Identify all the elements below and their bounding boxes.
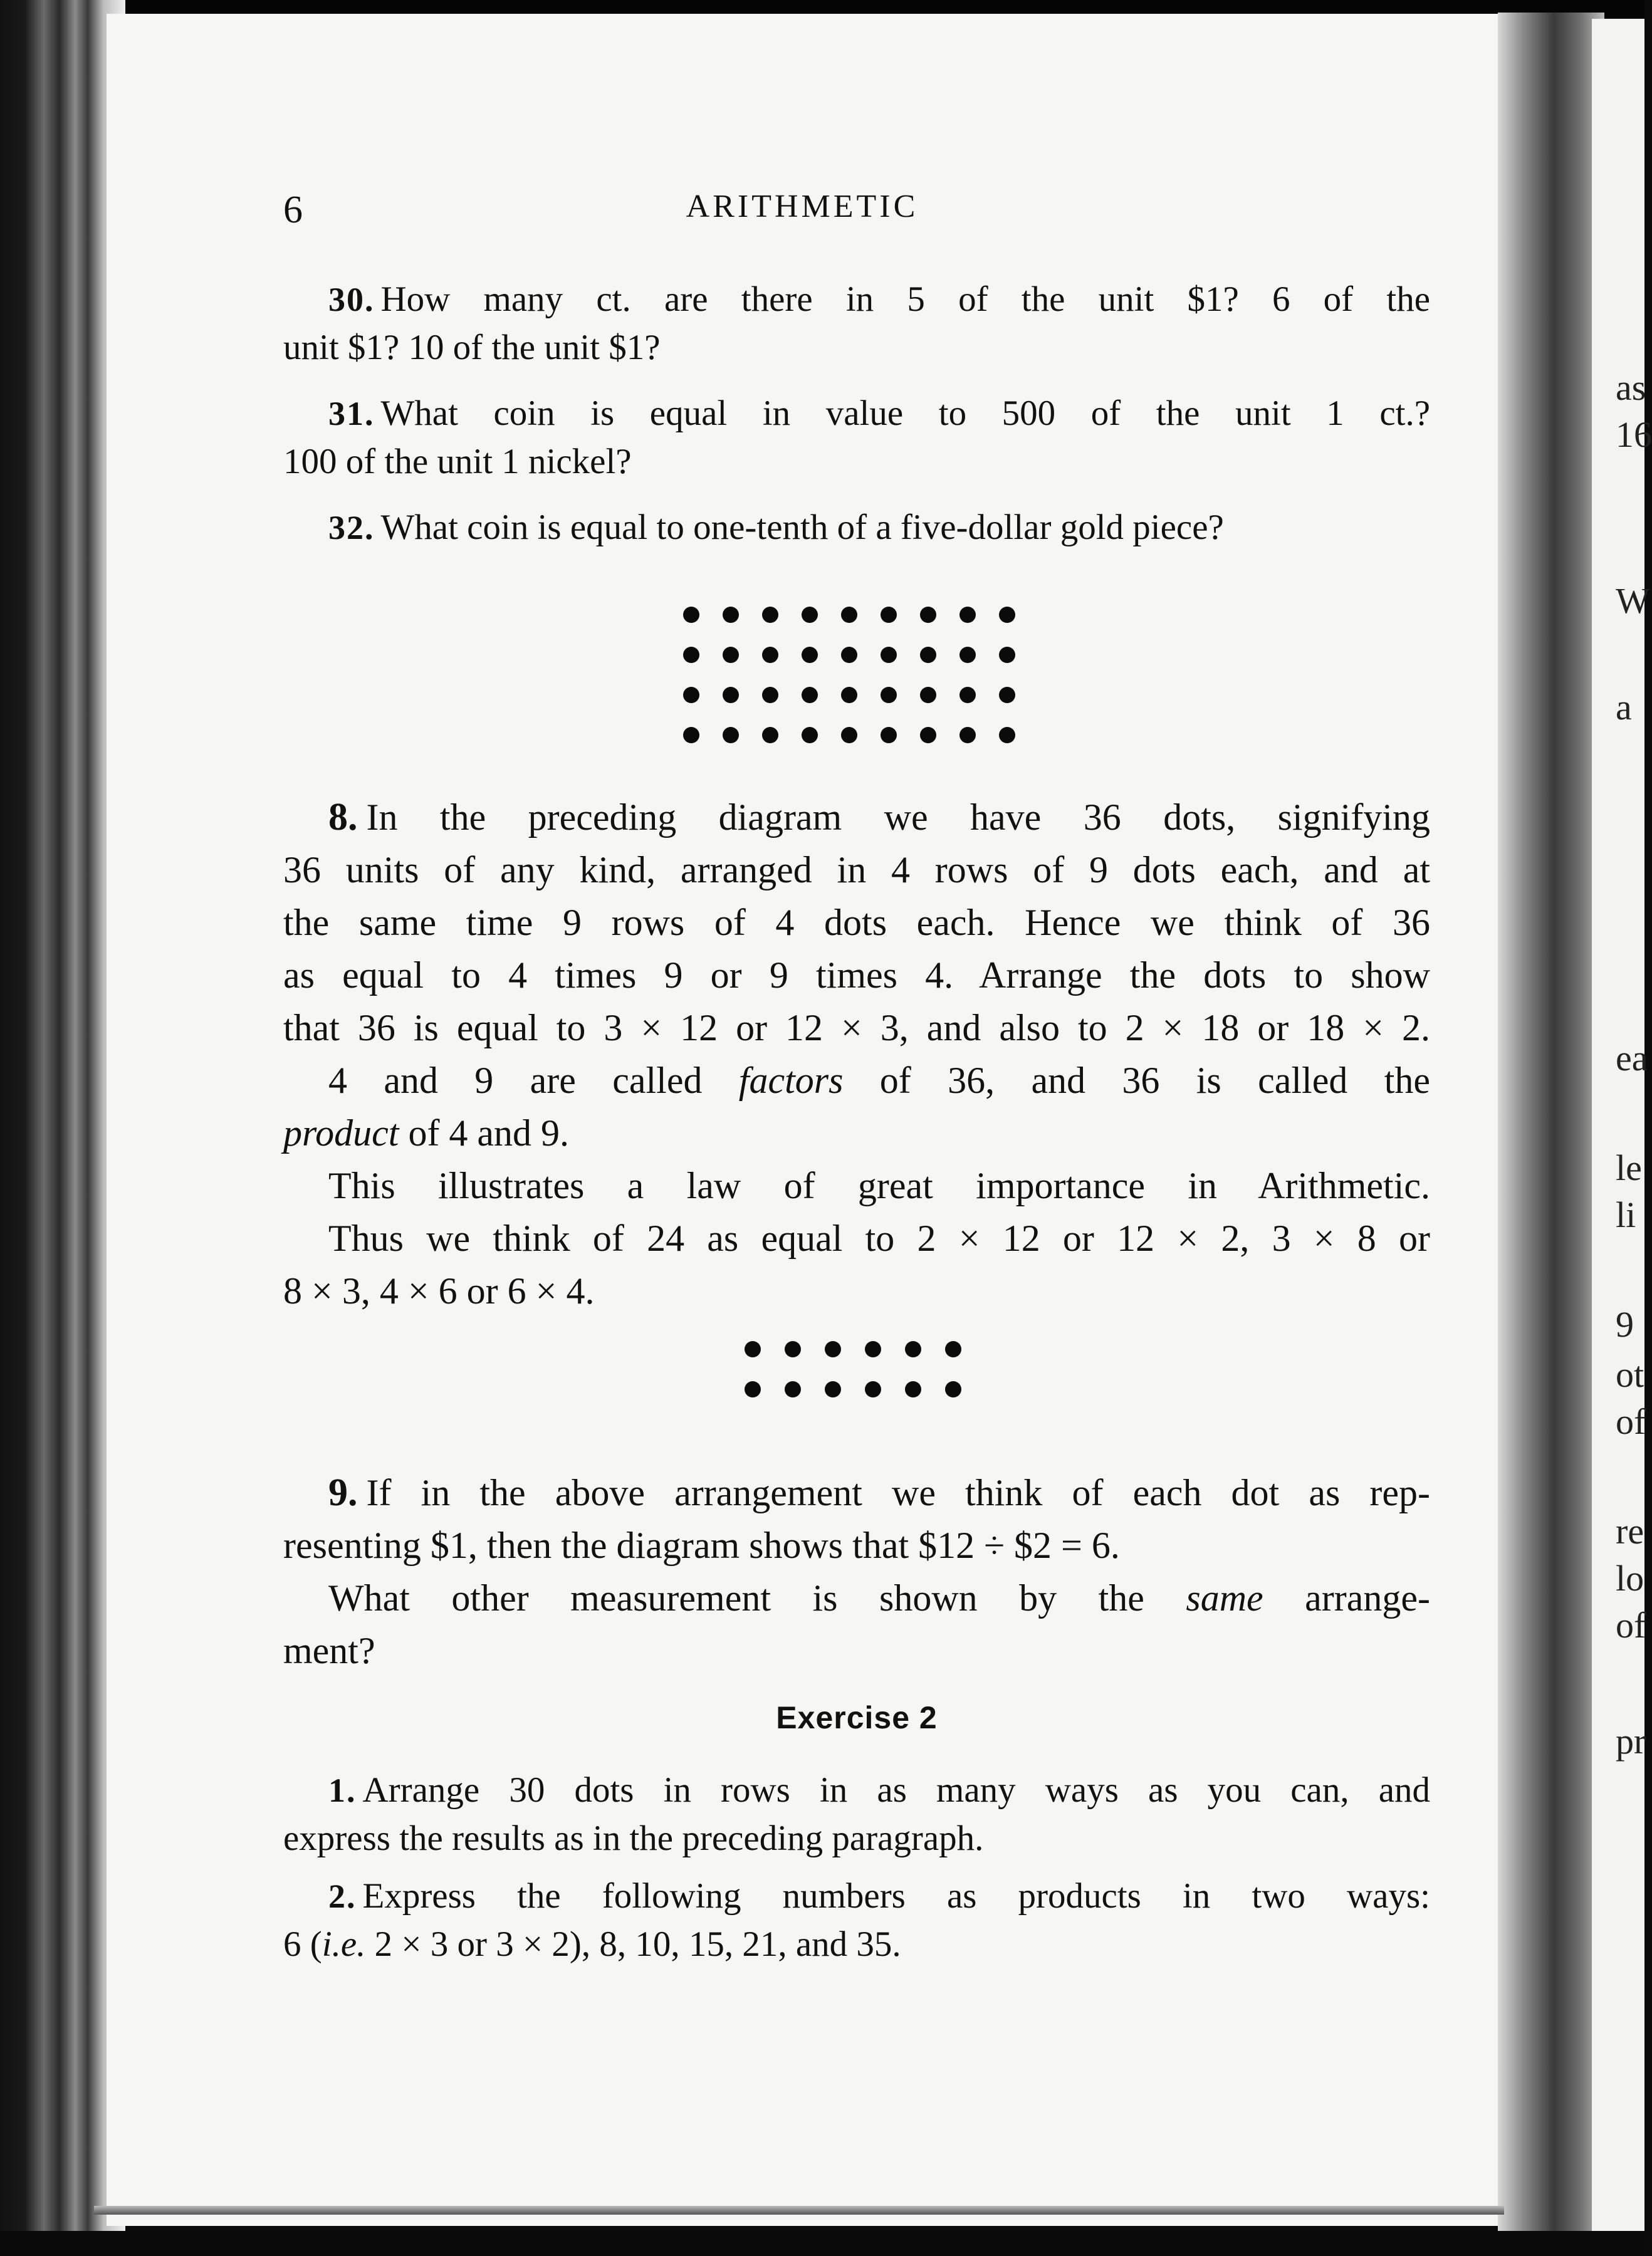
question-30-line-2: unit $1? 10 of the unit $1? [283, 328, 661, 367]
dot [881, 687, 897, 703]
exercise-item-1-line-2: express the results as in the preceding paragraph. [283, 1819, 984, 1858]
running-title: ARITHMETIC [686, 189, 919, 224]
section-9-question-line-1: What other measurement is shown by the same arrange- [328, 1577, 1430, 1619]
dot [999, 607, 1015, 623]
section-8-line-4: as equal to 4 times 9 or 9 times 4. Arrange the dots to show [283, 954, 1430, 996]
section-9-line-1: 9. If in the above arrangement we think of each dot as rep- [328, 1471, 1430, 1514]
book-gutter [1498, 13, 1604, 2243]
dot [723, 647, 739, 663]
product-term: product [283, 1112, 399, 1154]
dot [762, 607, 778, 623]
next-page-fragment: pr [1616, 1721, 1646, 1762]
exercise-item-2-line-1: 2. Express the following numbers as products in two ways: [328, 1876, 1430, 1916]
dot [841, 687, 857, 703]
question-number: 30. [328, 281, 375, 318]
dot-diagram-2x6 [745, 1341, 961, 1397]
section-number: 9. [328, 1471, 358, 1514]
question-30-line-1: 30. How many ct. are there in 5 of the unit $1? 6 of the [328, 279, 1430, 319]
section-9-line-2: resenting $1, then the diagram shows that $12 ÷ $2 = 6. [283, 1525, 1120, 1566]
dot [920, 727, 936, 743]
next-page-fragment: as [1616, 367, 1646, 408]
dot [999, 647, 1015, 663]
dot [881, 607, 897, 623]
dot [841, 647, 857, 663]
next-page-fragment: lo [1616, 1558, 1644, 1599]
exercise-item-2-line-2: 6 (i.e. 2 × 3 or 3 × 2), 8, 10, 15, 21, and 35. [283, 1924, 901, 1964]
next-page-fragment: 9 [1616, 1304, 1634, 1345]
dot [945, 1341, 961, 1357]
dot [683, 727, 699, 743]
next-page-fragment: ot [1616, 1354, 1644, 1395]
dot [881, 647, 897, 663]
next-page-fragment: ea [1616, 1038, 1648, 1078]
dot [762, 727, 778, 743]
question-number: 31. [328, 395, 375, 432]
dot [959, 647, 976, 663]
dot [841, 727, 857, 743]
dot [825, 1341, 841, 1357]
dot [945, 1381, 961, 1397]
dot [802, 687, 818, 703]
dot [999, 687, 1015, 703]
section-8-line-2: 36 units of any kind, arranged in 4 rows of 9 dots each, and at [283, 849, 1430, 890]
page-number: 6 [283, 189, 303, 231]
dot [999, 727, 1015, 743]
thus-line-2: 8 × 3, 4 × 6 or 6 × 4. [283, 1270, 595, 1312]
question-31-line-2: 100 of the unit 1 nickel? [283, 442, 632, 481]
exercise-heading: Exercise 2 [776, 1700, 938, 1735]
dot [745, 1341, 761, 1357]
page-bottom-edge [94, 2206, 1504, 2215]
next-page-fragment: re [1616, 1511, 1644, 1552]
dot [865, 1341, 881, 1357]
dot [723, 687, 739, 703]
law-sentence: This illustrates a law of great importance in Arithmetic. [328, 1165, 1430, 1206]
exercise-item-number: 2. [328, 1877, 357, 1915]
question-number: 32. [328, 509, 375, 546]
exercise-item-number: 1. [328, 1772, 357, 1809]
next-page-fragment: a [1616, 687, 1632, 728]
dot [825, 1381, 841, 1397]
dot [762, 687, 778, 703]
dot [865, 1381, 881, 1397]
section-9-question-line-2: ment? [283, 1630, 375, 1671]
next-page-edge [1592, 19, 1652, 2243]
section-number: 8. [328, 796, 358, 838]
dot [723, 727, 739, 743]
dot [785, 1381, 801, 1397]
next-page-fragment: li [1616, 1194, 1636, 1235]
dot [920, 647, 936, 663]
dot [762, 647, 778, 663]
factors-term: factors [738, 1060, 844, 1101]
next-page-fragment: le [1616, 1147, 1642, 1188]
dot [745, 1381, 761, 1397]
dot [959, 727, 976, 743]
scan-bottom-border [0, 2231, 1644, 2256]
dot [959, 607, 976, 623]
dot-diagram-4x9 [683, 607, 1015, 743]
dot [920, 687, 936, 703]
dot [905, 1381, 921, 1397]
dot [802, 647, 818, 663]
section-8-line-5: that 36 is equal to 3 × 12 or 12 × 3, and also to 2 × 18 or 18 × 2. [283, 1007, 1430, 1048]
next-page-fragment: W [1616, 580, 1650, 621]
dot [802, 607, 818, 623]
next-page-fragment: of [1616, 1401, 1646, 1442]
same-term: same [1186, 1577, 1263, 1619]
dot [905, 1341, 921, 1357]
dot [920, 607, 936, 623]
question-32: 32. What coin is equal to one-tenth of a five-dollar gold piece? [328, 508, 1224, 547]
dot [683, 607, 699, 623]
dot [785, 1341, 801, 1357]
factors-sentence-line-1: 4 and 9 are called factors of 36, and 36 is called the [328, 1060, 1430, 1101]
next-page-fragment: 16 [1616, 414, 1652, 455]
factors-sentence-line-2: product of 4 and 9. [283, 1112, 570, 1154]
dot [881, 727, 897, 743]
thus-line-1: Thus we think of 24 as equal to 2 × 12 or 12 × 2, 3 × 8 or [328, 1218, 1430, 1259]
question-31-line-1: 31. What coin is equal in value to 500 of the unit 1 ct.? [328, 394, 1430, 433]
next-page-fragment: of [1616, 1605, 1646, 1646]
exercise-item-1-line-1: 1. Arrange 30 dots in rows in as many ways as you can, and [328, 1770, 1430, 1810]
dot [959, 687, 976, 703]
dot [802, 727, 818, 743]
dot [683, 687, 699, 703]
dot [841, 607, 857, 623]
dot [683, 647, 699, 663]
dot [723, 607, 739, 623]
section-8-line-3: the same time 9 rows of 4 dots each. Hence we think of 36 [283, 902, 1430, 943]
section-8-line-1: 8. In the preceding diagram we have 36 dots, signifying [328, 796, 1430, 838]
